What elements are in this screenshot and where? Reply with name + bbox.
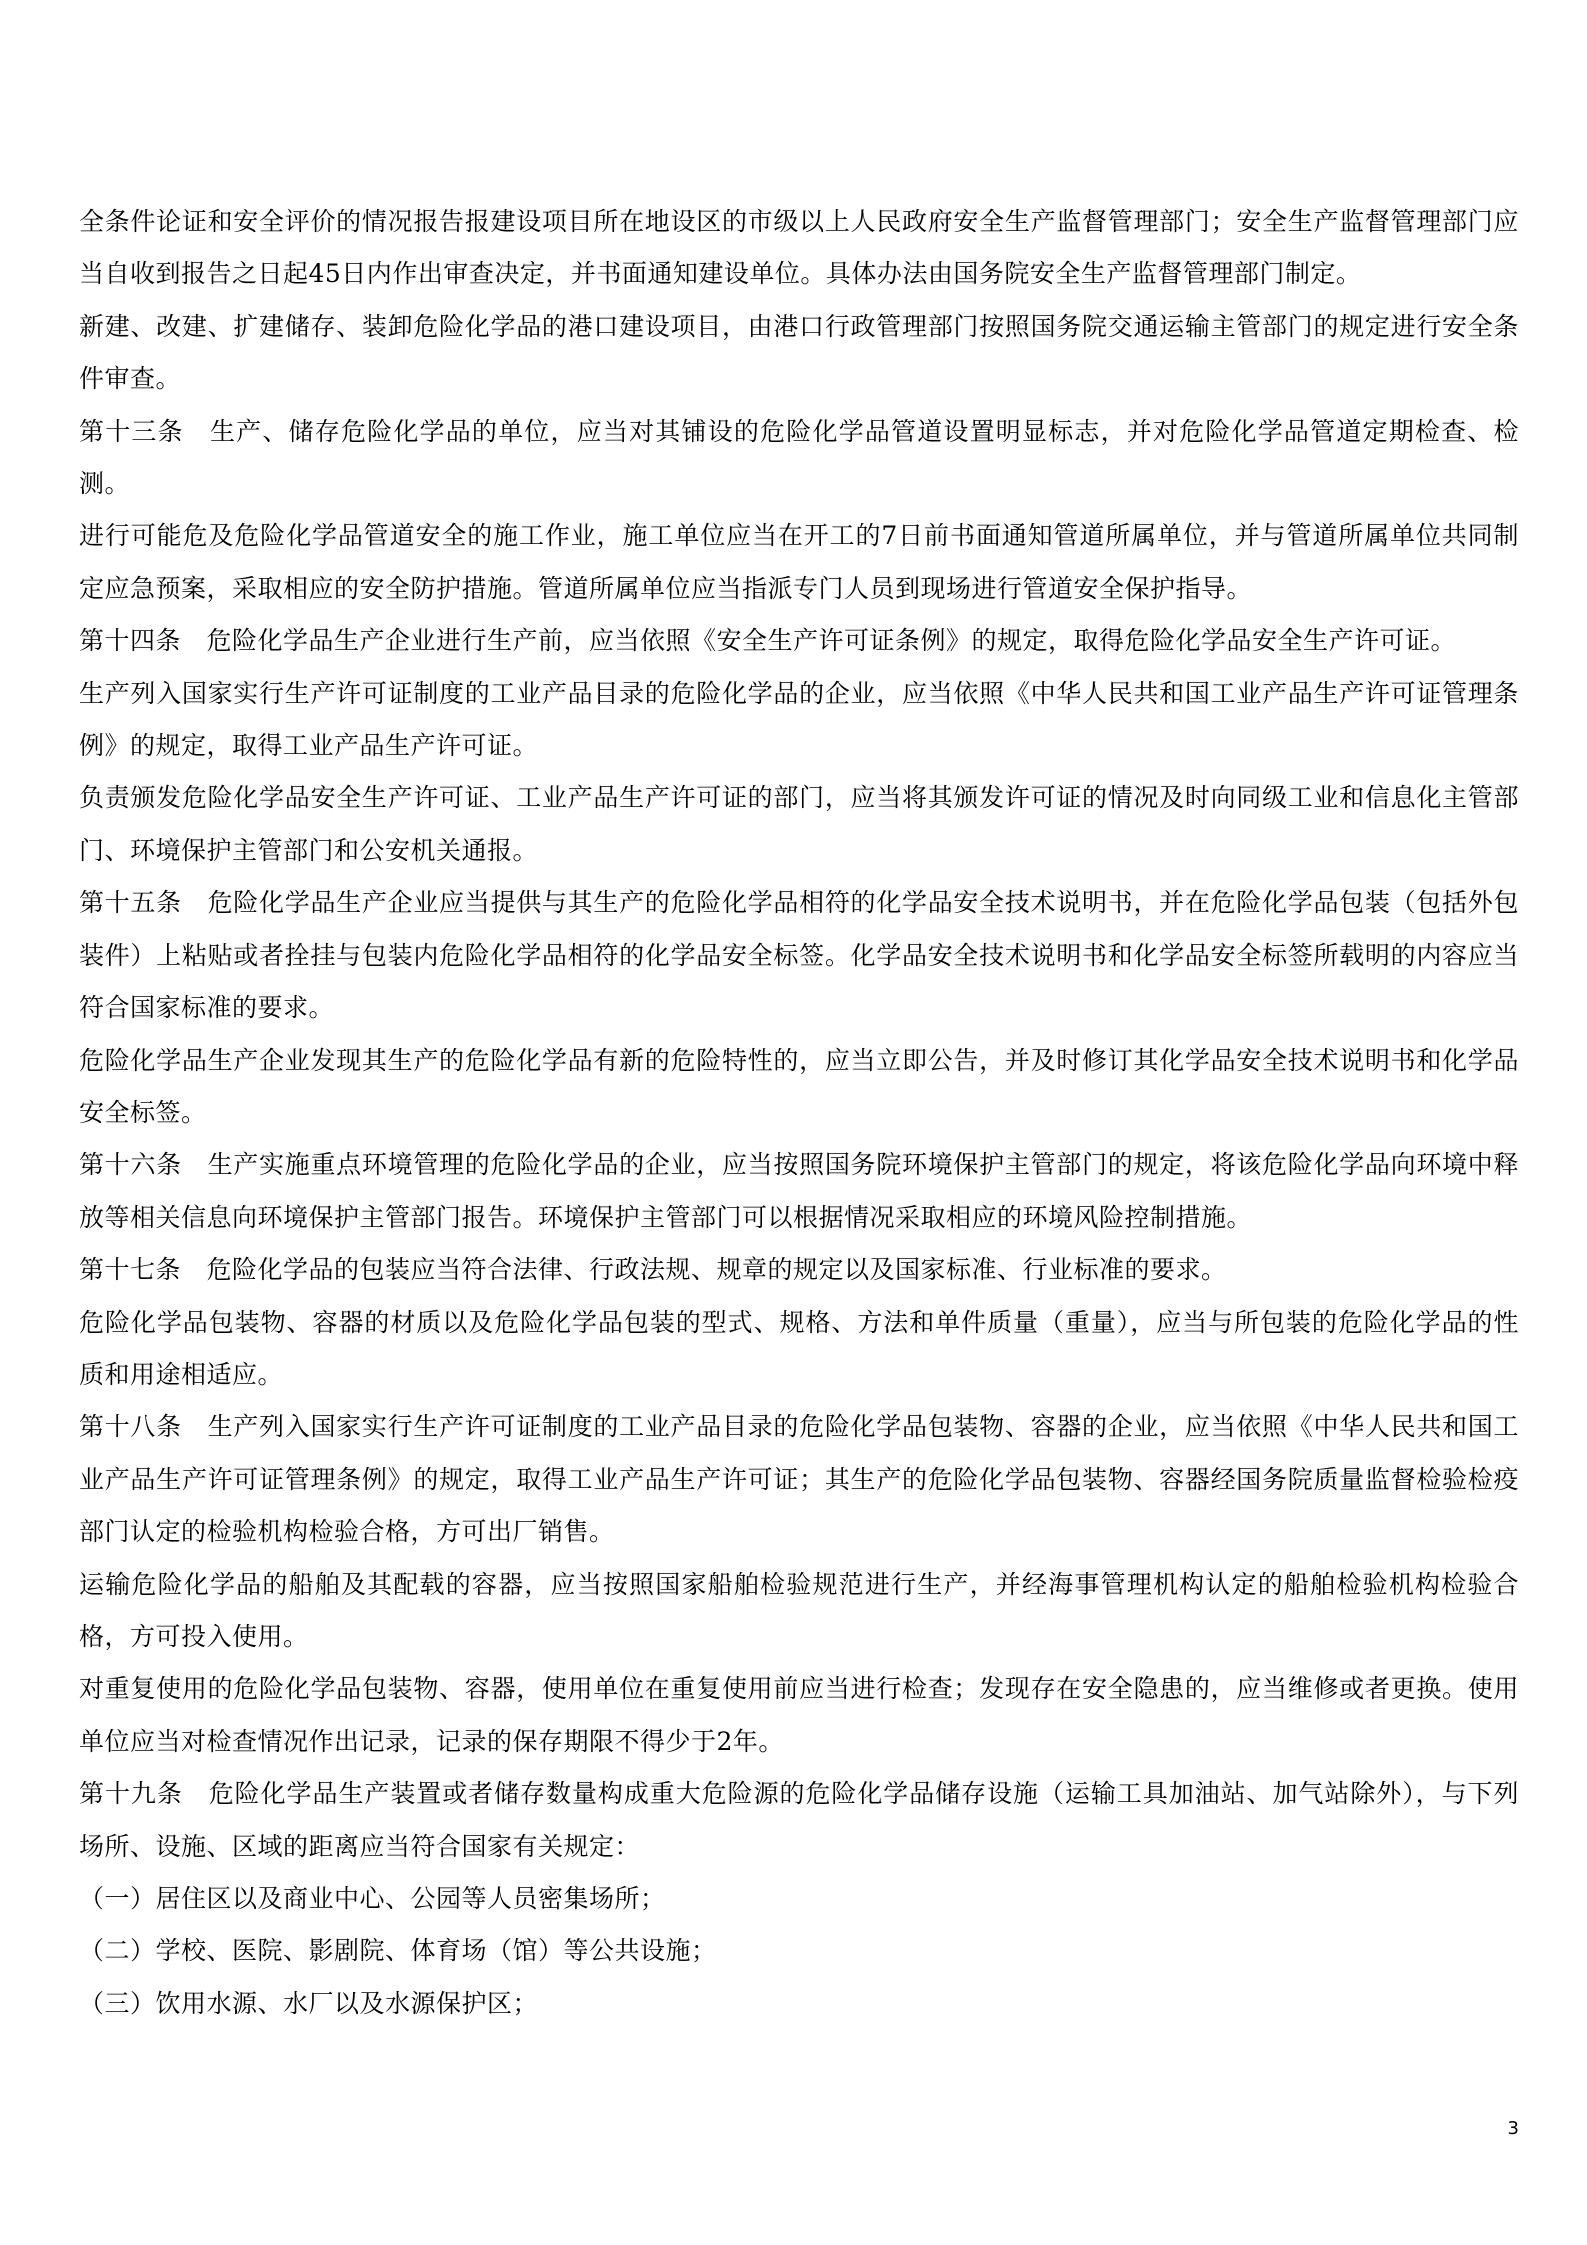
list-item-1: （一）居住区以及商业中心、公园等人员密集场所； — [79, 1884, 666, 1913]
paragraph-14: 运输危险化学品的船舶及其配载的容器，应当按照国家船舶检验规范进行生产，并经海事管理机构认定的船舶检验机构检验合格，方可投入使用。 — [79, 1569, 1519, 1651]
paragraph-2: 新建、改建、扩建储存、装卸危险化学品的港口建设项目，由港口行政管理部门按照国务院交通运输主管部门的规定进行安全条件审查。 — [79, 311, 1519, 394]
list-item-2: （二）学校、医院、影剧院、体育场（馆）等公共设施； — [79, 1936, 717, 1966]
paragraph-1: 全条件论证和安全评价的情况报告报建设项目所在地设区的市级以上人民政府安全生产监督管理部门；安全生产监督管理部门应当自收到报告之日起45日内作出审查决定，并书面通知建设单位。具体办法由国务院安全生产监督管理部门制定。 — [79, 207, 1519, 289]
list-item-3: （三）饮用水源、水厂以及水源保护区； — [79, 1988, 539, 2018]
paragraph-article-15: 第十五条 危险化学品生产企业应当提供与其生产的危险化学品相符的化学品安全技术说明书，并在危险化学品包装（包括外包装件）上粘贴或者拴挂与包装内危险化学品相符的化学品安全标签。化学品安全技术说明书和化学品安全标签所载明的内容应当符合国家标准的要求。 — [79, 888, 1519, 1023]
paragraph-6: 生产列入国家实行生产许可证制度的工业产品目录的危险化学品的企业，应当依照《中华人民共和国工业产品生产许可证管理条例》的规定，取得工业产品生产许可证。 — [79, 678, 1519, 761]
paragraph-article-17: 第十七条 危险化学品的包装应当符合法律、行政法规、规章的规定以及国家标准、行业标准的要求。 — [79, 1255, 1227, 1285]
paragraph-9: 危险化学品生产企业发现其生产的危险化学品有新的危险特性的，应当立即公告，并及时修订其化学品安全技术说明书和化学品安全标签。 — [79, 1045, 1519, 1127]
paragraph-article-13: 第十三条 生产、储存危险化学品的单位，应当对其铺设的危险化学品管道设置明显标志，并对危险化学品管道定期检查、检测。 — [79, 416, 1519, 499]
paragraph-15: 对重复使用的危险化学品包装物、容器，使用单位在重复使用前应当进行检查；发现存在安全隐患的，应当维修或者更换。使用单位应当对检查情况作出记录，记录的保存期限不得少于2年。 — [79, 1674, 1519, 1756]
paragraph-article-16: 第十六条 生产实施重点环境管理的危险化学品的企业，应当按照国务院环境保护主管部门的规定，将该危险化学品向环境中释放等相关信息向环境保护主管部门报告。环境保护主管部门可以根据情况采取相应的环境风险控制措施。 — [79, 1150, 1519, 1232]
paragraph-article-19: 第十九条 危险化学品生产装置或者储存数量构成重大危险源的危险化学品储存设施（运输工具加油站、加气站除外），与下列场所、设施、区域的距离应当符合国家有关规定： — [79, 1779, 1519, 1861]
paragraph-4: 进行可能危及危险化学品管道安全的施工作业，施工单位应当在开工的7日前书面通知管道所属单位，并与管道所属单位共同制定应急预案，采取相应的安全防护措施。管道所属单位应当指派专门人员到现场进行管道安全保护指导。 — [79, 521, 1519, 603]
paragraph-12: 危险化学品包装物、容器的材质以及危险化学品包装的型式、规格、方法和单件质量（重量），应当与所包装的危险化学品的性质和用途相适应。 — [79, 1307, 1519, 1389]
document-body — [79, 196, 1519, 2030]
page-number: 3 — [1507, 2118, 1519, 2139]
paragraph-article-14: 第十四条 危险化学品生产企业进行生产前，应当依照《安全生产许可证条例》的规定，取得危险化学品安全生产许可证。 — [79, 626, 1457, 656]
paragraph-article-18: 第十八条 生产列入国家实行生产许可证制度的工业产品目录的危险化学品包装物、容器的企业，应当依照《中华人民共和国工业产品生产许可证管理条例》的规定，取得工业产品生产许可证；其生产的危险化学品包装物、容器经国务院质量监督检验检疫部门认定的检验机构检验合格，方可出厂销售。 — [79, 1412, 1519, 1547]
paragraph-7: 负责颁发危险化学品安全生产许可证、工业产品生产许可证的部门，应当将其颁发许可证的情况及时向同级工业和信息化主管部门、环境保护主管部门和公安机关通报。 — [79, 783, 1519, 865]
